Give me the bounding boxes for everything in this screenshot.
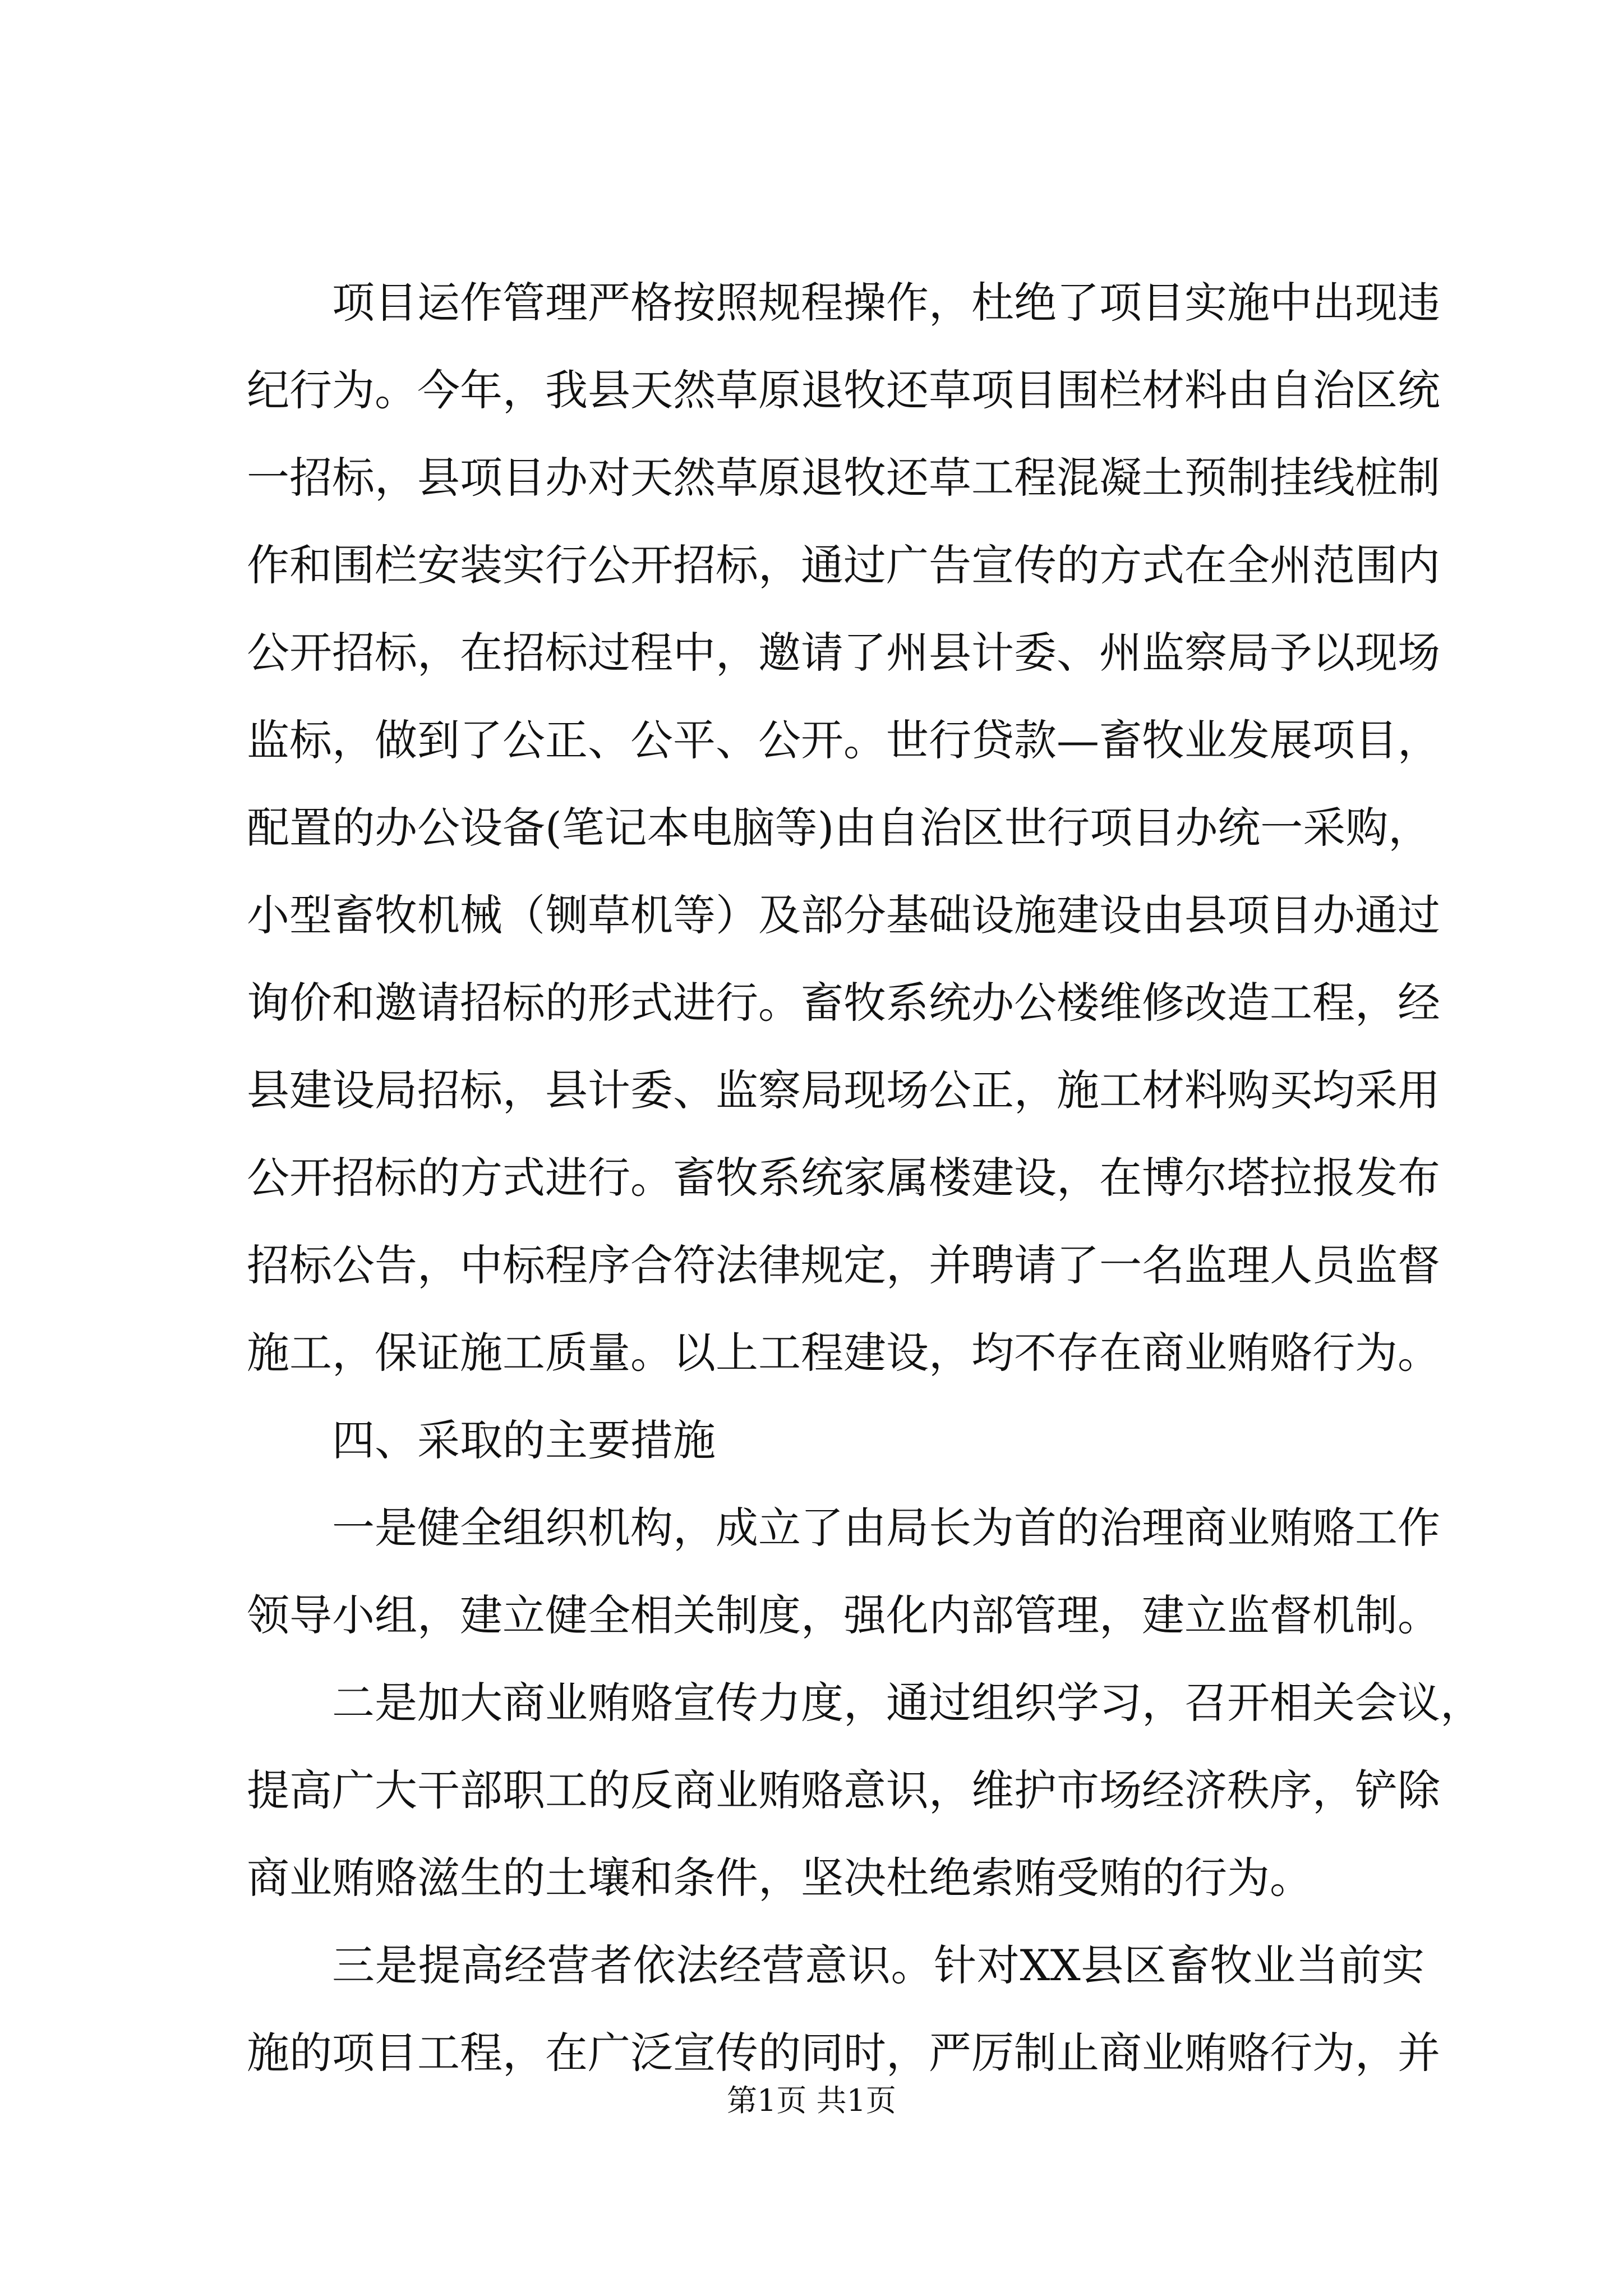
text-line: 施工，保证施工质量。以上工程建设，均不存在商业贿赂行为。 [247,1328,1440,1378]
text-line: 三是提高经营者依法经营意识。针对XX县区畜牧业当前实 [332,1940,1424,1990]
page-number-footer: 第1页 共1页 [727,2083,896,2118]
text-line: 小型畜牧机械（铡草机等）及部分基础设施建设由县项目办通过 [247,890,1440,940]
text-line: 询价和邀请招标的形式进行。畜牧系统办公楼维修改造工程，经 [247,978,1440,1028]
text-line: 商业贿赂滋生的土壤和条件，坚决杜绝索贿受贿的行为。 [247,1853,1312,1903]
text-line: 作和围栏安装实行公开招标，通过广告宣传的方式在全州范围内 [247,540,1440,590]
text-line: 配置的办公设备(笔记本电脑等)由自治区世行项目办统一采购， [247,803,1431,853]
text-line: 施的项目工程，在广泛宣传的同时，严厉制止商业贿赂行为，并 [247,2028,1440,2078]
section-heading: 四、采取的主要措施 [332,1415,716,1465]
text-line: 县建设局招标，县计委、监察局现场公正，施工材料购买均采用 [247,1065,1440,1115]
text-line: 一是健全组织机构，成立了由局长为首的治理商业贿赂工作 [332,1503,1440,1553]
body-text [247,259,1483,2097]
text-line: 项目运作管理严格按照规程操作，杜绝了项目实施中出现违 [332,278,1440,328]
text-line: 纪行为。今年，我县天然草原退牧还草项目围栏材料由自治区统 [247,365,1440,415]
text-line: 招标公告，中标程序合符法律规定，并聘请了一名监理人员监督 [247,1240,1440,1290]
text-line: 一招标，县项目办对天然草原退牧还草工程混凝土预制挂线桩制 [247,453,1440,503]
text-line: 公开招标，在招标过程中，邀请了州县计委、州监察局予以现场 [247,628,1440,678]
text-line: 监标，做到了公正、公平、公开。世行贷款—畜牧业发展项目， [247,715,1440,765]
text-line: 公开招标的方式进行。畜牧系统家属楼建设，在博尔塔拉报发布 [247,1153,1440,1203]
text-line: 二是加大商业贿赂宣传力度，通过组织学习，召开相关会议， [332,1678,1483,1728]
text-line: 领导小组，建立健全相关制度，强化内部管理，建立监督机制。 [247,1590,1440,1640]
text-line: 提高广大干部职工的反商业贿赂意识，维护市场经济秩序，铲除 [247,1765,1440,1815]
